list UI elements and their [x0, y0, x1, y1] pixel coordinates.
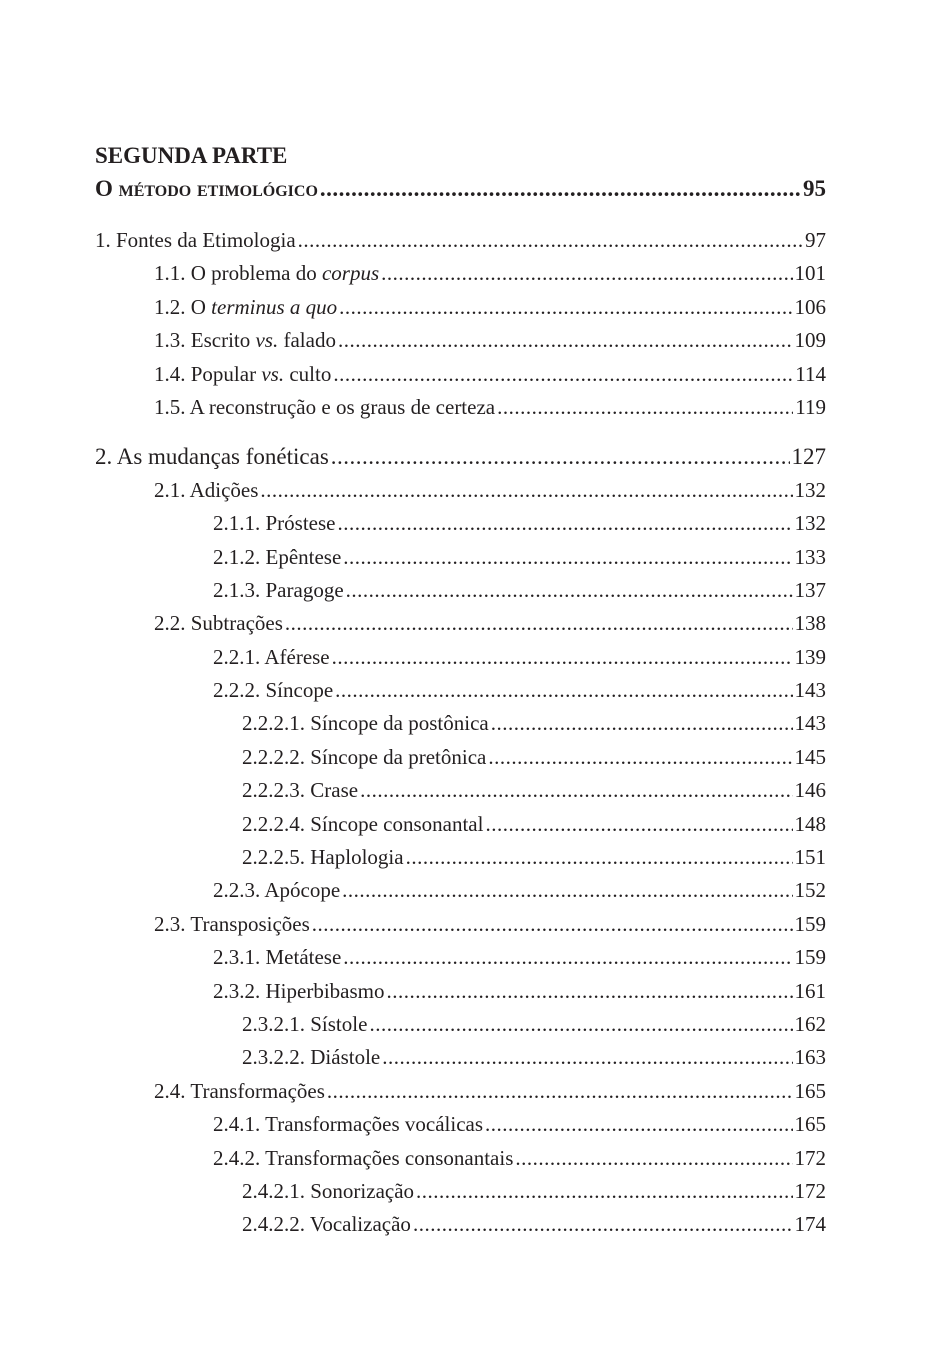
- toc-entry-title: Epêntese: [265, 544, 342, 569]
- toc-entry-label: [213, 641, 330, 674]
- dot-leader: [339, 291, 792, 324]
- toc-entry-title: A reconstrução e os graus de certeza: [189, 394, 496, 419]
- toc-entry-label: [242, 1175, 414, 1208]
- toc-entry-page-number: 114: [795, 361, 826, 386]
- toc-entry-title: Transposições: [190, 911, 310, 936]
- toc-entry-number: 2.4.1.: [213, 1112, 261, 1137]
- dot-leader: [360, 774, 792, 807]
- dot-leader: [343, 541, 792, 574]
- toc-entry-number: 2.1.1.: [213, 511, 261, 536]
- dot-leader: [332, 641, 793, 674]
- toc-entry-page-number: 101: [794, 261, 826, 286]
- toc-entry-label: [213, 541, 341, 574]
- toc-entry-page-number: 172: [794, 1178, 826, 1203]
- toc-entry-number: 2.2.2.5.: [242, 845, 305, 870]
- dot-leader: [485, 808, 792, 841]
- toc-entry-page-number: 143: [794, 711, 826, 736]
- toc-entry-page-number: 152: [794, 878, 826, 903]
- toc-entries: [95, 224, 826, 1242]
- toc-entry-title: Sonorização: [310, 1178, 415, 1203]
- toc-entry: [95, 1008, 826, 1041]
- table-of-contents: [95, 141, 826, 1242]
- toc-entry-title: Próstese: [265, 511, 336, 536]
- toc-entry-page-number: 137: [794, 577, 826, 602]
- toc-entry-number: 2.1.3.: [213, 577, 261, 602]
- toc-entry-number: 2.4.: [154, 1078, 186, 1103]
- dot-leader: [515, 1142, 792, 1175]
- toc-entry: [95, 774, 826, 807]
- toc-entry-page-number: 148: [794, 811, 826, 836]
- toc-entry-title: Transformações: [190, 1078, 325, 1103]
- toc-entry-label: [213, 941, 341, 974]
- toc-entry: [95, 324, 826, 357]
- toc-entry-title: Apócope: [264, 878, 341, 903]
- toc-entry: [95, 741, 826, 774]
- dot-leader: [491, 707, 793, 740]
- toc-entry-title-italic: vs.: [261, 361, 285, 386]
- toc-entry: [95, 1175, 826, 1208]
- toc-entry-number: 2.3.1.: [213, 945, 261, 970]
- dot-leader: [333, 358, 793, 391]
- toc-entry-page-number: 146: [794, 778, 826, 803]
- toc-entry-number: 1.2.: [154, 294, 186, 319]
- toc-entry-title: Metátese: [265, 945, 342, 970]
- toc-entry-label: [242, 1008, 367, 1041]
- toc-entry-label: [242, 774, 358, 807]
- toc-entry-page-number: 139: [794, 644, 826, 669]
- dot-leader: [413, 1208, 793, 1241]
- toc-entry: [95, 224, 826, 257]
- toc-entry-page-number: 132: [794, 511, 826, 536]
- toc-entry-page-number: 109: [794, 328, 826, 353]
- toc-entry-title: Sístole: [310, 1011, 368, 1036]
- toc-entry-label: [154, 257, 379, 290]
- toc-entry: [95, 507, 826, 540]
- toc-entry-label: [213, 574, 344, 607]
- toc-entry-page-number: 159: [794, 945, 826, 970]
- toc-entry-number: 2.2.3.: [213, 878, 261, 903]
- toc-entry-label: [154, 358, 331, 391]
- toc-entry-number: 1.5.: [154, 394, 186, 419]
- toc-entry-number: 2.3.2.2.: [242, 1045, 305, 1070]
- toc-entry: [95, 641, 826, 674]
- dot-leader: [335, 674, 792, 707]
- dot-leader: [497, 391, 793, 424]
- toc-entry-number: 2.3.: [154, 911, 186, 936]
- toc-entry-label: [154, 474, 258, 507]
- toc-entry-label: [95, 440, 329, 473]
- dot-leader: [485, 1108, 792, 1141]
- toc-entry: [95, 1075, 826, 1108]
- toc-entry-label: [154, 1075, 325, 1108]
- toc-entry-title: Diástole: [310, 1045, 381, 1070]
- toc-entry-number: 1.4.: [154, 361, 186, 386]
- toc-entry: [95, 541, 826, 574]
- toc-entry-label: [213, 1108, 483, 1141]
- toc-entry-page-number: 172: [794, 1145, 826, 1170]
- toc-entry-number: 2.3.2.1.: [242, 1011, 305, 1036]
- toc-entry-label: [95, 224, 296, 257]
- toc-entry-title: Paragoge: [265, 577, 344, 602]
- toc-entry-title: O problema do: [190, 261, 322, 286]
- toc-entry-page-number: 174: [794, 1212, 826, 1237]
- toc-entry-number: 1.1.: [154, 261, 186, 286]
- toc-entry-title: Síncope da postônica: [310, 711, 489, 736]
- toc-entry-number: 2.2.2.1.: [242, 711, 305, 736]
- toc-entry-label: [154, 607, 283, 640]
- toc-entry-label: [242, 1041, 380, 1074]
- toc-entry-title: Escrito: [190, 328, 256, 353]
- dot-leader: [381, 257, 792, 290]
- dot-leader: [260, 474, 792, 507]
- toc-entry-title: Hiperbibasmo: [265, 978, 385, 1003]
- toc-entry-number: 2.2.1.: [213, 644, 261, 669]
- toc-entry: [95, 808, 826, 841]
- dot-leader: [338, 507, 793, 540]
- toc-entry: [95, 841, 826, 874]
- toc-entry-label: [154, 324, 336, 357]
- toc-entry-title: Transformações vocálicas: [265, 1112, 484, 1137]
- toc-entry: [95, 440, 826, 473]
- toc-entry-page-number: 163: [794, 1045, 826, 1070]
- toc-entry-page-number: 151: [794, 845, 826, 870]
- toc-entry-title: Síncope consonantal: [310, 811, 484, 836]
- toc-entry-label: [242, 741, 486, 774]
- toc-entry-label: [242, 707, 489, 740]
- toc-entry-number: 2.4.2.1.: [242, 1178, 305, 1203]
- toc-entry-page-number: 165: [794, 1078, 826, 1103]
- toc-entry-page-number: 145: [794, 744, 826, 769]
- toc-entry-label: [242, 808, 483, 841]
- toc-entry-number: 2.4.2.: [213, 1145, 261, 1170]
- toc-entry-page-number: 127: [791, 444, 826, 470]
- toc-entry-page-number: 133: [794, 544, 826, 569]
- toc-entry: [95, 975, 826, 1008]
- toc-entry-number: 2.1.: [154, 477, 186, 502]
- toc-entry-number: 1.3.: [154, 328, 186, 353]
- toc-entry-number: 2.1.2.: [213, 544, 261, 569]
- toc-entry-title: Adições: [189, 477, 259, 502]
- dot-leader: [369, 1008, 792, 1041]
- toc-entry: [95, 1108, 826, 1141]
- toc-entry-number: 2.3.2.: [213, 978, 261, 1003]
- toc-entry: [95, 674, 826, 707]
- toc-entry-page-number: 162: [794, 1011, 826, 1036]
- toc-entry-title: As mudanças fonéticas: [116, 444, 329, 470]
- toc-entry: [95, 391, 826, 424]
- dot-leader: [343, 941, 792, 974]
- toc-entry-label: [154, 908, 310, 941]
- toc-entry-title-suffix: falado: [278, 328, 336, 353]
- dot-leader: [327, 1075, 793, 1108]
- toc-entry-page-number: 97: [805, 228, 826, 252]
- toc-entry-page-number: 119: [795, 394, 826, 419]
- toc-entry: [95, 291, 826, 324]
- toc-entry-number: 2.4.2.2.: [242, 1212, 305, 1237]
- toc-entry: [95, 607, 826, 640]
- part-title-row: [95, 171, 826, 207]
- toc-entry-page-number: 106: [794, 294, 826, 319]
- toc-entry: [95, 574, 826, 607]
- toc-entry-page-number: 165: [794, 1112, 826, 1137]
- part-title: O método etimológico: [95, 176, 318, 201]
- toc-entry: [95, 474, 826, 507]
- toc-entry-title-italic: terminus a quo: [211, 294, 338, 319]
- dot-leader: [416, 1175, 792, 1208]
- toc-entry: [95, 1142, 826, 1175]
- toc-entry-title: Vocalização: [309, 1212, 411, 1237]
- dot-leader: [320, 171, 801, 207]
- dot-leader: [406, 841, 793, 874]
- dot-leader: [298, 224, 803, 257]
- toc-entry-label: [213, 507, 336, 540]
- toc-entry-label: [213, 674, 333, 707]
- toc-entry-title: Subtrações: [190, 611, 283, 636]
- toc-entry-title: Fontes da Etimologia: [116, 228, 296, 252]
- toc-entry-title-suffix: culto: [284, 361, 332, 386]
- toc-entry-title-italic: vs.: [255, 328, 279, 353]
- toc-entry-number: 2.: [95, 444, 113, 470]
- dot-leader: [386, 975, 792, 1008]
- toc-entry-label: [242, 1208, 411, 1241]
- toc-entry-title: Síncope: [265, 678, 334, 703]
- toc-entry-page-number: 161: [794, 978, 826, 1003]
- toc-entry: [95, 941, 826, 974]
- dot-leader: [382, 1041, 792, 1074]
- dot-leader: [331, 440, 790, 473]
- toc-entry-label: [213, 874, 340, 907]
- toc-entry-title: Haplologia: [310, 845, 404, 870]
- toc-entry-number: 2.2.2.4.: [242, 811, 305, 836]
- toc-entry-title: Popular: [190, 361, 262, 386]
- toc-entry: [95, 1208, 826, 1241]
- toc-entry-label: [154, 391, 495, 424]
- dot-leader: [312, 908, 793, 941]
- toc-entry-page-number: 143: [794, 678, 826, 703]
- toc-entry-number: 1.: [95, 228, 111, 252]
- toc-entry: [95, 874, 826, 907]
- toc-entry-title: O: [190, 294, 212, 319]
- toc-entry-number: 2.2.: [154, 611, 186, 636]
- toc-entry-label: [213, 975, 384, 1008]
- dot-leader: [488, 741, 792, 774]
- dot-leader: [285, 607, 793, 640]
- toc-entry: [95, 358, 826, 391]
- toc-entry-number: 2.2.2.2.: [242, 744, 305, 769]
- part-heading: SEGUNDA PARTE: [95, 143, 288, 168]
- toc-entry: [95, 908, 826, 941]
- toc-entry: [95, 257, 826, 290]
- toc-entry-title: Transformações consonantais: [265, 1145, 514, 1170]
- toc-entry-title: Aférese: [264, 644, 330, 669]
- toc-entry-label: [242, 841, 404, 874]
- toc-entry-title-italic: corpus: [321, 261, 380, 286]
- toc-entry-title: Crase: [310, 778, 359, 803]
- toc-entry: [95, 707, 826, 740]
- dot-leader: [346, 574, 793, 607]
- toc-entry-page-number: 138: [794, 611, 826, 636]
- toc-entry-number: 2.2.2.: [213, 678, 261, 703]
- toc-entry: [95, 1041, 826, 1074]
- toc-entry-label: [213, 1142, 513, 1175]
- toc-entry-number: 2.2.2.3.: [242, 778, 305, 803]
- toc-entry-title: Síncope da pretônica: [310, 744, 487, 769]
- toc-entry-page-number: 159: [794, 911, 826, 936]
- dot-leader: [342, 874, 792, 907]
- toc-entry-label: [154, 291, 337, 324]
- toc-entry-page-number: 132: [794, 477, 826, 502]
- part-page-number: 95: [803, 176, 826, 201]
- dot-leader: [338, 324, 793, 357]
